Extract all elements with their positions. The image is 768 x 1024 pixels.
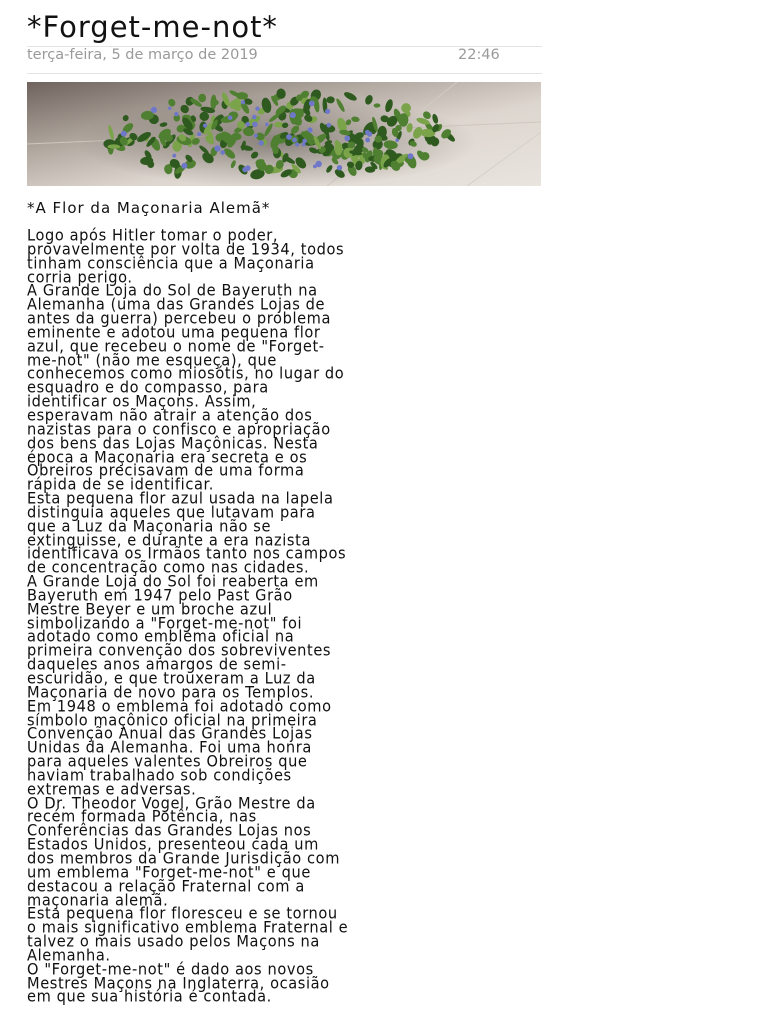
plant-photo [27, 82, 541, 186]
body-line: adotado como emblema oficial na [27, 627, 295, 647]
post-meta [27, 46, 542, 74]
body-line: extremas e adversas. [27, 779, 197, 799]
body-line: identificar os Maçons. Assim, [27, 391, 257, 411]
body-line: Mestre Beyer e um broche azul [27, 599, 273, 619]
body-line: Bayeruth em 1947 pelo Past Grão [27, 585, 293, 605]
body-line: Maçonaria de novo para os Templos. [27, 682, 315, 702]
body-line: Mestres Maçons na Inglaterra, ocasião [27, 973, 330, 993]
body-line: Obreiros precisavam de uma forma [27, 461, 305, 481]
body-line: eminente e adotou uma pequena flor [27, 322, 321, 342]
body-line: antes da guerra) percebeu o problema [27, 308, 332, 328]
body-line: extinguisse, e durante a era nazista [27, 530, 311, 550]
body-line: O Dr. Theodor Vogel, Grão Mestre da [27, 793, 316, 813]
body-line: A Grande Loja do Sol foi reaberta em [27, 571, 319, 591]
body-line: que a Luz da Maçonaria não se [27, 516, 272, 536]
body-line: Estados Unidos, presenteou cada um [27, 834, 319, 854]
body-line: Conferências das Grandes Lojas nos [27, 821, 312, 841]
body-line: símbolo maçônico oficial na primeira [27, 710, 318, 730]
forget-me-not-plant-photo-icon [27, 82, 541, 186]
post-time: 22:46 [458, 47, 500, 63]
body-line: provavelmente por volta de 1934, todos [27, 239, 345, 259]
body-line: Convenção Anual das Grandes Lojas [27, 724, 313, 744]
body-line: daqueles anos amargos de semi- [27, 654, 287, 674]
body-line: recém formada Potência, nas [27, 807, 257, 827]
body-line: distinguia aqueles que lutavam para [27, 502, 316, 522]
body-line: destacou a relação Fraternal com a [27, 876, 305, 896]
body-line: em que sua história é contada. [27, 987, 272, 1007]
body-line: Esta pequena flor azul usada na lapela [27, 488, 334, 508]
body-line: época a Maçonaria era secreta e os [27, 447, 308, 467]
body-line: dos bens das Lojas Maçônicas. Nesta [27, 433, 319, 453]
body-line: Alemanha (uma das Grandes Lojas de [27, 294, 326, 315]
body-line: azul, que recebeu o nome de "Forget- [27, 336, 325, 356]
post-date: terça-feira, 5 de março de 2019 [27, 47, 258, 63]
body-line: haviam trabalhado sob condições [27, 765, 292, 785]
body-line: Esta pequena flor floresceu e se tornou [27, 904, 338, 924]
body-line: maçonaria alemã. [27, 890, 169, 910]
body-line: Alemanha. [27, 945, 111, 965]
post-title: *Forget-me-not* [27, 10, 278, 44]
body-line: A Grande Loja do Sol de Bayeruth na [27, 281, 318, 301]
body-line: simbolizando a "Forget-me-not" foi [27, 613, 303, 633]
body-line: O "Forget-me-not" é dado aos novos [27, 959, 314, 979]
body-line: talvez o mais usado pelos Maçons na [27, 931, 320, 951]
body-line: Logo após Hitler tomar o poder, [27, 225, 279, 245]
body-line: nazistas para o confisco e apropriação [27, 419, 331, 439]
body-line: esperavam não atrair a atenção dos [27, 405, 313, 425]
body-line: para aqueles valentes Obreiros que [27, 751, 308, 771]
body-line: rápida de se identificar. [27, 474, 214, 494]
body-line: o mais significativo emblema Fraternal e [27, 917, 349, 937]
body-line: tinham consciência que a Maçonaria [27, 253, 315, 273]
body-line: conhecemos como miosótis, no lugar do [27, 364, 345, 384]
body-line: me-not" (não me esqueça), que [27, 350, 277, 370]
body-line: de concentração como nas cidades. [27, 558, 310, 578]
body-line: dos membros da Grande Jurisdição com [27, 848, 341, 868]
body-line: Em 1948 o emblema foi adotado como [27, 696, 332, 716]
post-subtitle: *A Flor da Maçonaria Alemã* [27, 199, 271, 217]
body-line: um emblema "Forget-me-not" e que [27, 862, 311, 882]
body-line: primeira convenção dos sobreviventes [27, 641, 332, 661]
body-line: Unidas da Alemanha. Foi uma honra [27, 737, 312, 758]
body-line: escuridão, e que trouxeram a Luz da [27, 668, 316, 688]
body-line: identificava os Irmãos tanto nos campos [27, 544, 347, 564]
body-line: corria perigo. [27, 267, 133, 287]
blog-post [27, 0, 542, 1007]
body-line: esquadro e do compasso, para [27, 378, 269, 398]
post-body [27, 225, 543, 1007]
